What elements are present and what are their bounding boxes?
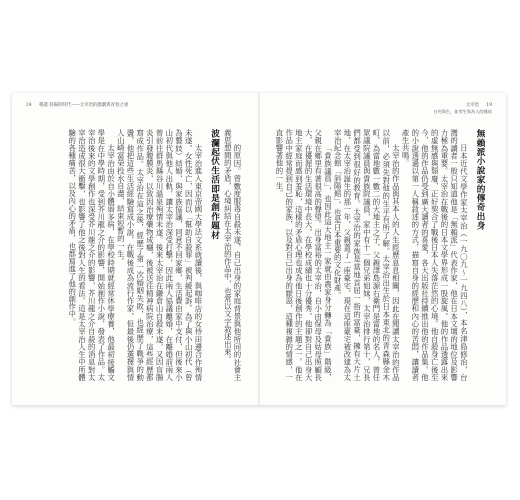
- right-paragraph-1: 日本近代文學作家太宰治（一九〇九～一九四八），本名津島修治，台灣的讀者一般只知道他是「無賴派」代表作家，他在日本文壇的地位及影響力極為重要。太宰治在戰後的日本文學界形成一股旋風，他的作品透露出來的虛無感與頹廢，正好契合了戰後日本人失落茫然的心境。他自殺身亡後至今，他的作品仍受到廣大讀者的喜愛，各大出版社持續推出他的作品集。他的小說透過以第一人稱敘述的方式，描寫自身的經歷和內心的苦悶，讓讀者產生共鳴。: [401, 129, 469, 381]
- left-section-heading: 波瀾起伏生活即是創作題材: [209, 129, 220, 240]
- right-header-title-2: 白死與生，徒勞生與為人的緣故: [433, 109, 492, 114]
- right-page-header: [433, 103, 492, 115]
- left-page-body: [28, 129, 242, 381]
- left-page: [12, 93, 258, 405]
- left-page-header: [26, 103, 128, 109]
- left-header-title: 導讀 斜陽的時代——太宰治的戲劇與青春之重: [39, 103, 129, 108]
- right-paragraph-2: 太宰治的作品與其本人的人生經歷息息相關，因此在閱讀太宰治的作品以前，必須先對他的生平有所了解。太宰治出生於日本東北的青森縣金木町，為當地數一數二的大地主之子，父親津島源右衛門是當地的名人，曾任眾議院議員與貴族院議員，家中有十一個兄弟姐妹，太宰治排行第十，兄長們都受到很好的教育。太宰治的家族是當地首屈一指的富豪，擁有大片土地，在太宰治誕生的那一年，父親蓋了一座豪宅，現在這座豪宅被改建為太宰治紀念館「斜陽館」，也是日本重要的文化財產。: [333, 129, 401, 381]
- left-page-number: 24: [26, 103, 32, 108]
- left-paragraph-1: 的原因。曾數度服毒自殺未遂，自己出身的家庭背景與他所同的社會主義思想間的矛盾，心境糾結在太宰治的作品中，也常以文字敘述出來。: [223, 129, 242, 381]
- right-page-number: 19: [486, 103, 492, 108]
- left-paragraph-2: 太宰治進入東京帝國大學法文系就讀後，與咖啡店的女侍田邊合作殉情未遂，女性死亡，因而以「幫助自殺罪」被判緩起訴。為了與小山初代（曾為藝妓）結婚，與家族協議，同意不回家鄉，生活費由家中支付，但後來小山初代與他人出軌，讓太宰治深受打擊，因此兩人協議離婚，在離婚前兩人曾前往群馬縣谷川溫泉殉情未遂。後來太宰治在鎌倉山自殺未遂，又因盲腸炎引發腹膜炎，以致因治療藥物成癮，後被送往精神病院治療，這些經歷都寫成作品。太宰治在這之後，經歷了第一次婚姻失敗，也經歷了戰爭的動盪，他把這些生活經驗寫成小說，在戰後成為流行作家，但最後仍選擇與情人山崎富榮投水自盡，結束短暫的一生。: [116, 129, 203, 381]
- right-paragraph-3: 「貴族議員」，也因此這大地主一家就由農家身分轉為「貴族」階級，父親在鄉里有著很高的聲望。出身富裕的太宰治，自小由保母及姑母照顧長大，在優渥的生活環境中長大，在學校成績也十分優秀，他卻對自己出身大地主家庭而感到羞恥，這樣的矛盾心理也成為他日後創作的主題之一。他在作品中經常提到自己的家族，以及對自己出身的厭惡，這種複雜的情感，一直影響著他的一生。: [274, 129, 333, 381]
- left-paragraph-3: 太宰治由於自小體弱多病，在學校時期就經常休學療養，他最初接觸文學是在中學時期，受到芥川龍之介的影響，開始創作小說，發表了作品。太宰治後來的文學創作也深受芥川龍之介的影響，芥川龍之介自殺的消息對太宰治造成很大衝擊，也影響了他之後對人生的看法。這是太宰治人生中所體驗的各種痛苦，以及內心的矛盾，也都寫進了他的創作中。: [67, 129, 116, 381]
- right-header-title-1: 太宰治: [465, 103, 479, 108]
- book-spread: [12, 93, 506, 405]
- right-page: [260, 93, 506, 405]
- right-page-body: [274, 129, 488, 381]
- right-section-heading: 無賴派小說家的傳奇出身: [475, 129, 485, 231]
